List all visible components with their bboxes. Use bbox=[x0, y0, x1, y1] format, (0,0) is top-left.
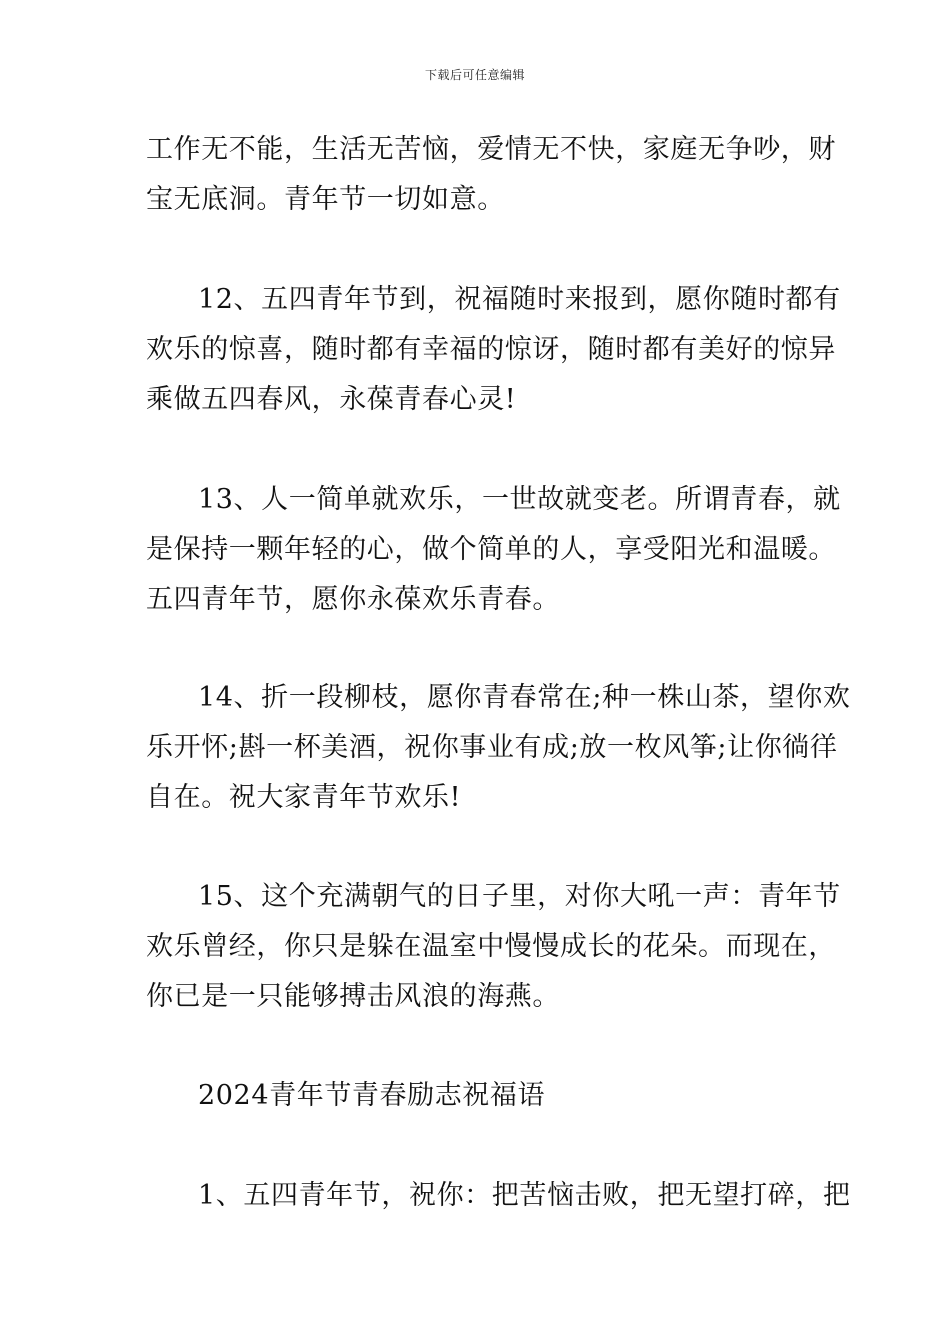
paragraph-line: 欢乐的惊喜，随时都有幸福的惊讶，随时都有美好的惊异 bbox=[146, 334, 836, 365]
paragraph-line: 14、折一段柳枝，愿你青春常在;种一株山茶，望你欢 bbox=[198, 682, 851, 713]
paragraph-line: 自在。祝大家青年节欢乐! bbox=[146, 782, 462, 813]
section-heading: 2024青年节青春励志祝福语 bbox=[198, 1080, 546, 1111]
paragraph-line: 是保持一颗年轻的心，做个简单的人，享受阳光和温暖。 bbox=[146, 534, 836, 565]
paragraph-line: 15、这个充满朝气的日子里，对你大吼一声：青年节 bbox=[198, 881, 841, 912]
page-header: 下载后可任意编辑 bbox=[424, 68, 525, 82]
paragraph-line: 乘做五四春风，永葆青春心灵! bbox=[146, 384, 517, 415]
paragraph-line: 13、人一简单就欢乐，一世故就变老。所谓青春，就 bbox=[198, 484, 841, 515]
paragraph-line: 工作无不能，生活无苦恼，爱情无不快，家庭无争吵，财 bbox=[146, 134, 836, 165]
paragraph-line: 宝无底洞。青年节一切如意。 bbox=[146, 184, 505, 215]
paragraph-line: 你已是一只能够搏击风浪的海燕。 bbox=[146, 981, 560, 1012]
paragraph-line: 欢乐曾经，你只是躲在温室中慢慢成长的花朵。而现在， bbox=[146, 931, 836, 962]
paragraph-line: 1、五四青年节，祝你：把苦恼击败，把无望打碎，把 bbox=[198, 1180, 851, 1211]
paragraph-line: 乐开怀;斟一杯美酒，祝你事业有成;放一枚风筝;让你徜徉 bbox=[146, 732, 838, 763]
paragraph-line: 五四青年节，愿你永葆欢乐青春。 bbox=[146, 584, 560, 615]
paragraph-line: 12、五四青年节到，祝福随时来报到，愿你随时都有 bbox=[198, 284, 841, 315]
